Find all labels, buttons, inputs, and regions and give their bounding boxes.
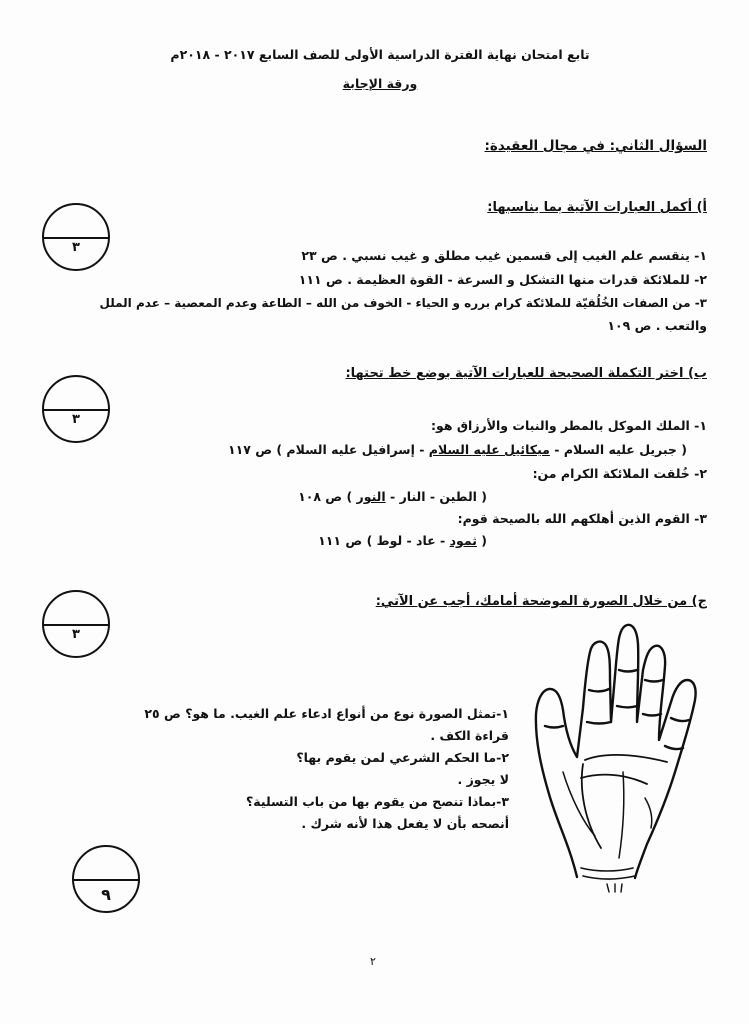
part-a-line-4: والتعب . ص ١٠٩: [607, 318, 707, 333]
part-b-question-1: ١- الملك الموكل بالمطر والنبات والأرزاق هو:: [431, 418, 707, 433]
part-c-line-1: ١-تمثل الصورة نوع من أنواع ادعاء علم الغيب. ما هو؟ ص ٢٥: [144, 706, 509, 721]
total-score: ٩: [101, 885, 111, 904]
hand-palm-illustration: [525, 622, 715, 894]
option-text: - عاد - لوط ) ص ١١١: [318, 533, 450, 548]
part-b-question-2: ٢- خُلقت الملائكة الكرام من:: [532, 466, 707, 481]
part-c-line-6: أنصحه بأن لا يفعل هذا لأنه شرك .: [301, 816, 509, 831]
part-a-line-3: ٣- من الصفات الخُلُقيّة للملائكة كرام برره و الحياء - الخوف من الله – الطاعة وعدم المعصية – عدم الملل: [99, 296, 707, 310]
page-number: ٢: [370, 955, 376, 968]
option-text: - إسرافيل عليه السلام ) ص ١١٧: [227, 442, 429, 457]
part-a-line-1: ١- ينقسم علم الغيب إلى قسمين غيب مطلق و غيب نسبي . ص ٢٣: [301, 248, 707, 263]
option-text: ( جبريل عليه السلام -: [549, 442, 687, 457]
answer-sheet-title: ورقة الإجابة: [342, 76, 418, 91]
correct-answer: ميكائيل عليه السلام: [428, 442, 550, 457]
part-a-title: أ) أكمل العبارات الآتية بما يناسبها:: [487, 200, 707, 215]
part-c-line-4: لا يجوز .: [457, 772, 509, 787]
correct-answer: ثمود: [449, 533, 477, 548]
part-a-score: ٣: [72, 240, 80, 255]
part-c-line-2: قراءة الكف .: [430, 728, 509, 743]
part-b-options-3: [318, 533, 487, 548]
part-b-options-2: [298, 489, 487, 504]
part-b-options-1: [228, 442, 687, 457]
part-c-line-3: ٢-ما الحكم الشرعي لمن يقوم بها؟: [296, 750, 509, 765]
option-text: (: [476, 533, 487, 548]
part-c-score: ٣: [72, 627, 80, 642]
part-a-line-2: ٢- للملائكة قدرات منها التشكل و السرعة - القوة العظيمة . ص ١١١: [298, 272, 707, 287]
part-c-line-5: ٣-بماذا تنصح من يقوم بها من باب التسلية؟: [246, 794, 509, 809]
part-b-question-3: ٣- القوم الذين أهلكهم الله بالصيحة قوم:: [457, 511, 707, 526]
part-b-score: ٣: [72, 412, 80, 427]
part-b-score-circle: [42, 375, 110, 443]
option-text: ) ص ١٠٨: [298, 489, 357, 504]
exam-title: تابع امتحان نهاية الفترة الدراسية الأولى للصف السابع ٢٠١٧ - ٢٠١٨م: [170, 47, 590, 62]
part-c-title: ج) من خلال الصورة الموضحة أمامك، أجب عن الآتي:: [375, 594, 707, 609]
part-c-score-circle: [42, 590, 110, 658]
total-score-circle: [72, 845, 140, 913]
question-two-title: السؤال الثاني: في مجال العقيدة:: [484, 138, 707, 154]
correct-answer: النور: [356, 489, 386, 504]
part-b-title: ب) اختر التكملة الصحيحة للعبارات الآتية بوضع خط تحتها:: [345, 366, 707, 381]
option-text: ( الطين - النار -: [385, 489, 487, 504]
part-a-score-circle: [42, 203, 110, 271]
